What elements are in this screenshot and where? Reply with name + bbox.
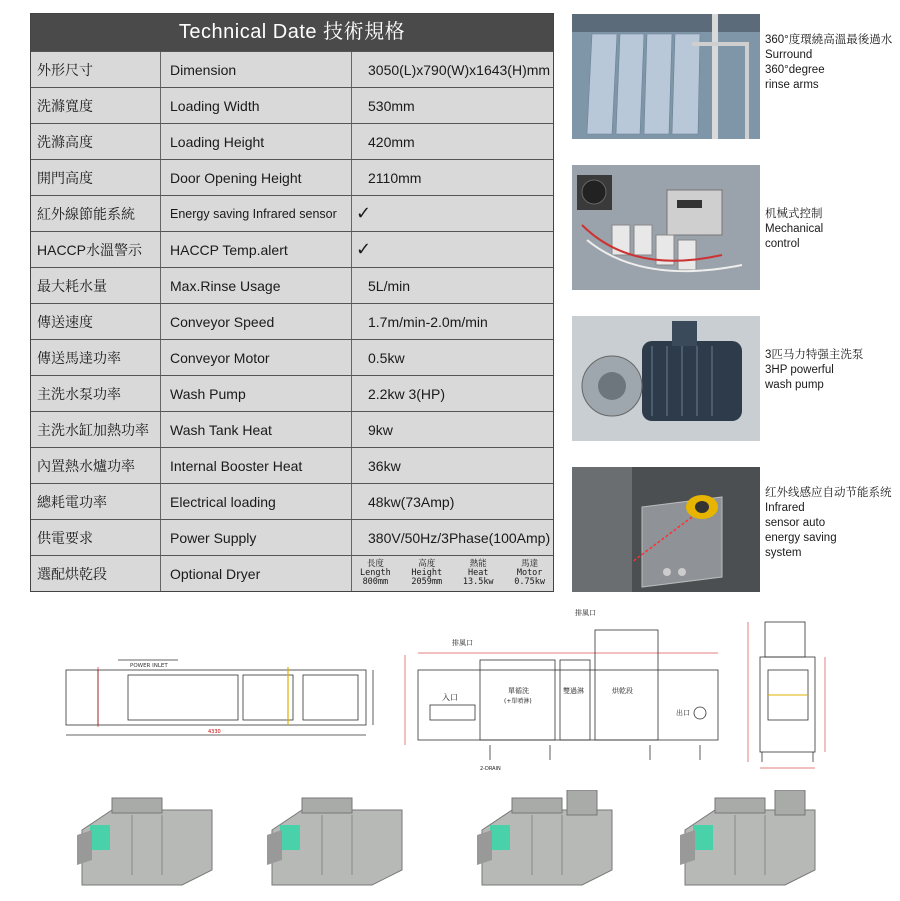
feature-caption: 360°度環繞高溫最後過水 Surround 360°degree rinse arms [765,34,893,91]
dry-label: 烘乾段 [612,687,633,695]
power-inlet-label: POWER INLET [130,663,168,669]
spec-label-en: Energy saving Infrared sensor [161,196,352,231]
spec-label-zh: 洗滌高度 [31,124,161,159]
spec-row [31,123,553,159]
spec-row [31,231,553,267]
exhaust-top-label: 排風口 [575,609,596,617]
dryer-spec [463,560,494,587]
drawing-end-view [740,610,835,775]
spec-row [31,519,553,555]
dryer-spec-value: 13.5kw [462,577,494,587]
dim-length: 4330 [208,729,221,735]
photo-mechanical-control [572,165,760,290]
spec-label-en: Wash Pump [161,376,352,411]
dryer-spec-en: Length [360,568,391,578]
spec-label-en: HACCP Temp.alert [161,232,352,267]
spec-row [31,483,553,519]
spec-label-zh: 內置熱水爐功率 [31,448,161,483]
spec-label-en: Conveyor Speed [161,304,352,339]
machine-image-1 [72,790,222,890]
spec-label-zh: 紅外線節能系統 [31,196,161,231]
inlet-label: 入口 [442,693,458,702]
machine-image-3 [472,790,622,890]
spec-table [30,13,554,592]
drain-label: 2-DRAIN [480,766,501,772]
dryer-spec-en: Height [411,568,443,578]
spec-label-zh: 主洗水泵功率 [31,376,161,411]
dryer-spec [411,560,442,587]
spec-label-zh: 開門高度 [31,160,161,195]
spec-label-en: Loading Height [161,124,352,159]
spec-label-en: Wash Tank Heat [161,412,352,447]
dryer-spec-en: Motor [516,568,543,578]
spec-label-zh: HACCP水溫警示 [31,232,161,267]
spec-row [31,339,553,375]
dryer-specs [360,560,553,587]
machine-image-4 [675,790,825,890]
spec-label-en: Conveyor Motor [161,340,352,375]
spec-label-zh: 傳送速度 [31,304,161,339]
dryer-spec-value: 2059mm [411,577,443,587]
dryer-spec-zh: 高度 [418,559,436,569]
dryer-spec-zh: 長度 [366,559,384,569]
spec-label-en: Internal Booster Heat [161,448,352,483]
spec-value: 2110mm [368,169,422,186]
exhaust-left-label: 排風口 [452,639,473,647]
spec-value: 420mm [368,133,415,150]
dryer-spec-zh: 馬達 [521,559,539,569]
dryer-spec-en: Heat [467,568,489,578]
check-icon: ✓ [356,239,372,259]
spec-value: 2.2kw 3(HP) [368,385,446,402]
caption-infrared-sensor [765,486,895,561]
feature-caption: 3匹马力特强主洗泵 3HP powerful wash pump [765,349,864,391]
spec-value: 3050(L)x790(W)x1643(H)mm [368,61,551,78]
photo-wash-pump [572,316,760,441]
spec-value: 5L/min [368,277,411,294]
spec-label-en: Door Opening Height [161,160,352,195]
spec-value: 48kw(73Amp) [368,493,455,510]
spec-value: 530mm [368,97,415,114]
dryer-en: Optional Dryer [161,556,352,591]
spec-value: 380V/50Hz/3Phase(100Amp) [368,529,551,546]
spec-label-zh: 主洗水缸加熱功率 [31,412,161,447]
spec-label-en: Loading Width [161,88,352,123]
dryer-spec [360,560,391,587]
spec-row [31,195,553,231]
dryer-zh: 選配烘乾段 [31,556,161,591]
feature-caption: 红外线感应自动节能系统 Infrared sensor auto energy saving system [765,487,892,559]
drawing-front-view [400,605,720,775]
caption-mechanical-control [765,207,895,252]
dryer-spec [514,560,545,587]
feature-caption: 机械式控制 Mechanical control [765,208,824,250]
caption-wash-pump [765,348,895,393]
spec-row [31,411,553,447]
spec-label-en: Dimension [161,52,352,87]
photo-rinse-arms [572,14,760,139]
drawing-side-view [58,655,378,745]
dryer-spec-value: 800mm [362,577,389,587]
spec-value: 36kw [368,457,401,474]
rinse-label: 雙過淋 [563,687,584,695]
spec-label-zh: 供電要求 [31,520,161,555]
dryer-spec-zh: 熱能 [469,559,487,569]
spec-row [31,87,553,123]
caption-rinse-arms [765,33,895,93]
spec-value: 9kw [368,421,393,438]
dryer-row [31,555,553,591]
spec-value: 0.5kw [368,349,405,366]
wash-label: 單循洗 [508,687,529,695]
spec-label-zh: 總耗電功率 [31,484,161,519]
outlet-label: 出口 [676,709,690,717]
machine-image-2 [262,790,412,890]
spec-row [31,267,553,303]
check-icon: ✓ [356,203,372,223]
spec-label-en: Electrical loading [161,484,352,519]
spec-row [31,375,553,411]
spec-label-zh: 洗滌寬度 [31,88,161,123]
spec-row [31,51,553,87]
spec-label-en: Power Supply [161,520,352,555]
spec-title: Technical Date 技術規格 [31,14,553,51]
spec-label-en: Max.Rinse Usage [161,268,352,303]
spec-row [31,447,553,483]
spec-value: 1.7m/min-2.0m/min [368,313,488,330]
spec-label-zh: 外形尺寸 [31,52,161,87]
spec-label-zh: 最大耗水量 [31,268,161,303]
dryer-spec-value: 0.75kw [514,577,545,587]
spec-row [31,159,553,195]
wash-sub-label: (+單噴淋) [504,698,532,705]
photo-infrared-sensor [572,467,760,592]
spec-row [31,303,553,339]
spec-label-zh: 傳送馬達功率 [31,340,161,375]
